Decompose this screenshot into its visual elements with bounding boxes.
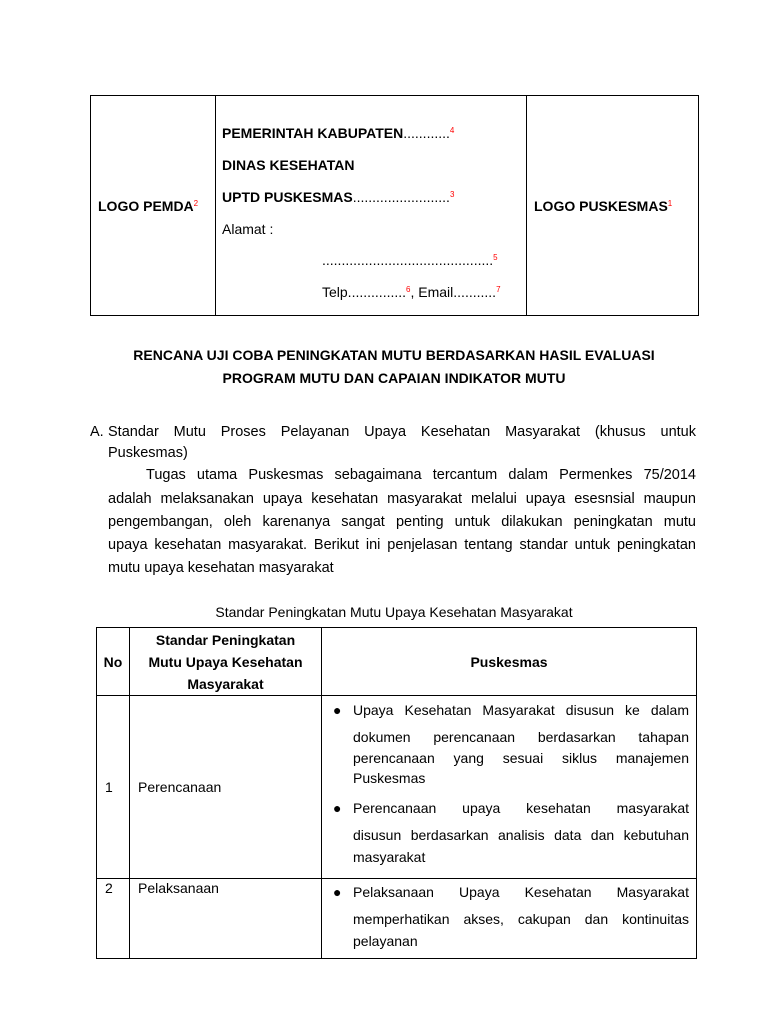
list-item: ● Pelaksanaan Upaya Kesehatan Masyarakat memperhatikan akses, cakupan dan kontinuitas pelayanan xyxy=(333,884,689,949)
section-a-heading-line1: Standar Mutu Proses Pelayanan Upaya Kesehatan Masyarakat (khusus untuk xyxy=(108,424,696,440)
institution-cell xyxy=(216,96,527,316)
section-a-marker: A. xyxy=(90,424,104,440)
section-a-heading-line2: Puskesmas) xyxy=(108,445,188,461)
section-a-para-line1: Tugas utama Puskesmas sebagaimana tercantum dalam Permenkes 75/2014 xyxy=(146,467,696,483)
letterhead-table xyxy=(90,95,699,316)
section-a-para-line2: adalah melaksanakan upaya kesehatan masyarakat melalui upaya esesnsial maupun xyxy=(108,491,696,507)
bullet-icon: ● xyxy=(333,800,342,816)
email-footnote: 7 xyxy=(496,285,501,294)
pemerintah-dots: ............ xyxy=(403,125,450,141)
telp-label: Telp............... xyxy=(322,284,407,300)
row-2-no: 2 xyxy=(97,879,130,959)
logo-puskesmas-footnote: 1 xyxy=(667,198,673,208)
logo-pemda-footnote: 2 xyxy=(193,198,199,208)
row-1-no: 1 xyxy=(97,696,130,879)
table-row xyxy=(97,696,697,879)
row-2-standar: Pelaksanaan xyxy=(130,879,322,959)
bullet-icon: ● xyxy=(333,702,342,718)
alamat-footnote: 5 xyxy=(493,253,498,262)
alamat-dots: ............................................ xyxy=(322,252,494,268)
document-title-line1: RENCANA UJI COBA PENINGKATAN MUTU BERDASARKAN HASIL EVALUASI xyxy=(133,347,655,363)
section-a-para-line3: pengembangan, oleh karenanya sangat penting untuk dilakukan peningkatan mutu xyxy=(108,514,696,530)
logo-puskesmas-label: LOGO PUSKESMAS xyxy=(534,197,668,214)
pemerintah-label: PEMERINTAH KABUPATEN xyxy=(222,125,404,141)
uptd-dots: ......................... xyxy=(352,189,450,205)
column-header-no: No xyxy=(97,628,130,696)
table-row xyxy=(97,879,697,959)
column-header-standar-line3: Masyarakat xyxy=(187,675,264,692)
alamat-label: Alamat : xyxy=(222,221,274,237)
table-caption: Standar Peningkatan Mutu Upaya Kesehatan Masyarakat xyxy=(215,604,573,620)
pemerintah-line xyxy=(222,125,454,141)
row-1-puskesmas xyxy=(322,696,697,879)
alamat-dots-line xyxy=(322,252,498,268)
bullet-icon: ● xyxy=(333,884,342,900)
pemerintah-footnote: 4 xyxy=(449,126,455,135)
dinas-line: DINAS KESEHATAN xyxy=(222,157,355,173)
column-header-standar xyxy=(130,628,322,696)
column-header-standar-line2: Mutu Upaya Kesehatan xyxy=(148,653,303,670)
logo-pemda-label: LOGO PEMDA xyxy=(98,197,194,214)
uptd-line xyxy=(222,189,454,205)
contact-line xyxy=(322,284,501,300)
column-header-puskesmas: Puskesmas xyxy=(322,628,697,696)
logo-puskesmas-cell xyxy=(527,96,699,316)
standard-table xyxy=(96,627,697,959)
column-header-standar-line1: Standar Peningkatan xyxy=(155,631,296,648)
uptd-label: UPTD PUSKESMAS xyxy=(222,189,353,205)
list-item: ● Upaya Kesehatan Masyarakat disusun ke dalam dokumen perencanaan berdasarkan tahapan perencanaan yang sesuai siklus manajemen Puskesmas xyxy=(333,702,689,786)
row-1-standar: Perencanaan xyxy=(130,696,322,879)
uptd-footnote: 3 xyxy=(449,190,455,199)
row-2-puskesmas xyxy=(322,879,697,959)
section-a-para-line4: upaya kesehatan masyarakat. Berikut ini penjelasan tentang standar untuk peningkatan xyxy=(108,537,696,553)
table-header-row xyxy=(97,628,697,696)
telp-footnote: 6 xyxy=(406,285,411,294)
logo-pemda-cell xyxy=(91,96,216,316)
section-a-para-line5: mutu upaya kesehatan masyarakat xyxy=(108,560,334,576)
email-label: , Email........... xyxy=(410,284,497,300)
list-item: ● Perencanaan upaya kesehatan masyarakat disusun berdasarkan analisis data dan kebutuhan masyarakat xyxy=(333,800,689,865)
document-title-line2: PROGRAM MUTU DAN CAPAIAN INDIKATOR MUTU xyxy=(222,370,566,386)
